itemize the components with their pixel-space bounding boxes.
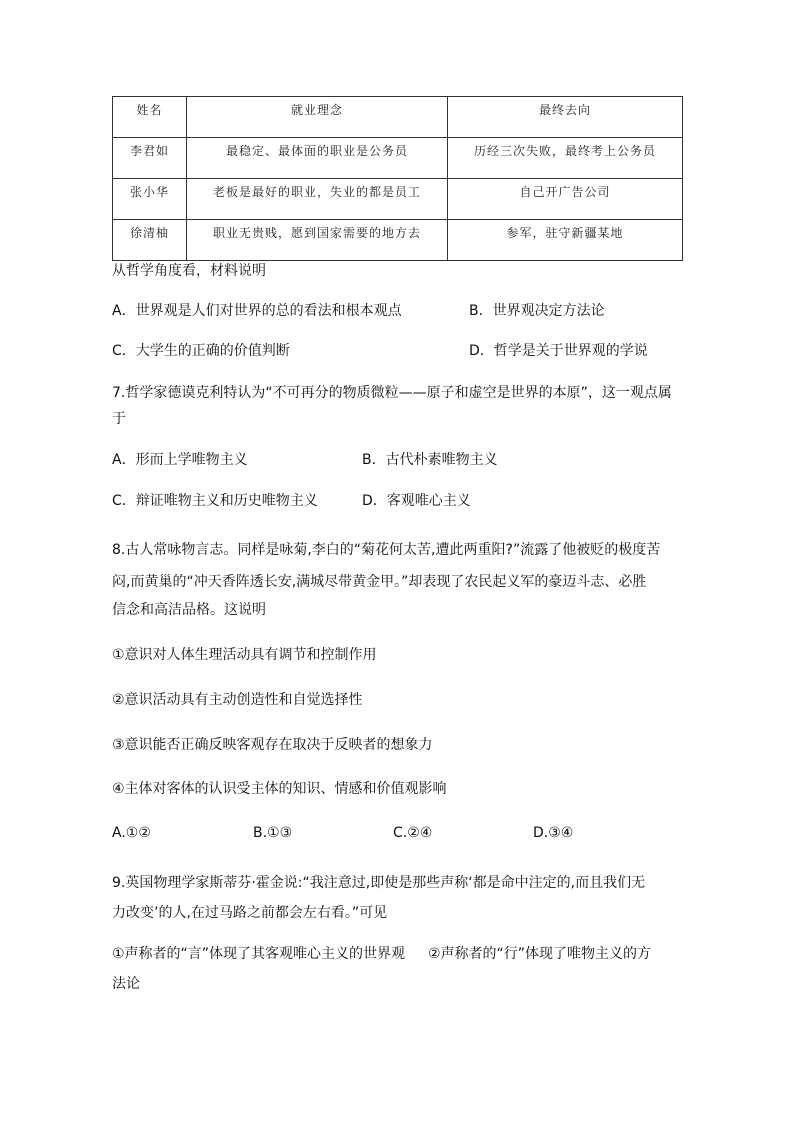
q8-statement-1: ①意识对人体生理活动具有调节和控制作用: [112, 647, 377, 663]
q8-statement-3: ③意识能否正确反映客观存在取决于反映者的想象力: [112, 737, 433, 753]
table-cell: 历经三次失败，最终考上公务员: [448, 138, 683, 179]
q7-option-c: C．辩证唯物主义和历史唯物主义: [112, 493, 318, 509]
q8-option-d: D.③④: [533, 825, 574, 841]
q9-statement-1: ①声称者的“言”体现了其客观唯心主义的世界观: [112, 946, 406, 962]
q8-stem-line2: 闷,而黄巢的“冲天香阵透长安,满城尽带黄金甲。”却表现了农民起义军的豪迈斗志、必胜: [112, 574, 647, 590]
q7-stem-line1: 7.哲学家德谟克利特认为“不可再分的物质微粒——原子和虚空是世界的本原”，这一观点属: [112, 385, 672, 401]
q6-option-d: D．哲学是关于世界观的学说: [469, 343, 648, 359]
q6-option-c: C．大学生的正确的价值判断: [112, 343, 290, 359]
table-cell: 张小华: [113, 179, 187, 220]
table-header-cell: 最终去向: [448, 97, 683, 138]
table-header-cell: 就业理念: [187, 97, 448, 138]
q7-option-d: D．客观唯心主义: [362, 493, 471, 509]
table-cell: 老板是最好的职业，失业的都是员工: [187, 179, 448, 220]
q6-option-a: A．世界观是人们对世界的总的看法和根本观点: [112, 303, 402, 319]
q8-stem-line1: 8.古人常咏物言志。同样是咏菊,李白的“菊花何太苦,遭此两重阳?”流露了他被贬的极度苦: [112, 542, 661, 558]
table-header-row: [113, 97, 683, 138]
table-cell: 李君如: [113, 138, 187, 179]
q9-statement-2-cont: 法论: [112, 976, 140, 992]
q7-option-a: A．形而上学唯物主义: [112, 452, 248, 468]
q9-stem-line2: 力改变’的人,在过马路之前都会左右看。”可见: [112, 905, 388, 921]
q7-option-b: B．古代朴素唯物主义: [362, 452, 498, 468]
table-header-cell: 姓名: [113, 97, 187, 138]
q9-stem-line1: 9.英国物理学家斯蒂芬·霍金说:“我注意过,即使是那些声称‘都是命中注定的,而且我们无: [112, 875, 646, 891]
q6-option-b: B．世界观决定方法论: [469, 303, 605, 319]
table-row: [113, 220, 683, 261]
q7-stem-line2: 于: [112, 411, 126, 427]
table-row: [113, 179, 683, 220]
table-cell: 徐清柚: [113, 220, 187, 261]
q8-stem-line3: 信念和高洁品格。这说明: [112, 602, 266, 618]
table-row: [113, 138, 683, 179]
career-table: [112, 96, 683, 261]
q8-statement-4: ④主体对客体的认识受主体的知识、情感和价值观影响: [112, 781, 447, 797]
q8-option-c: C.②④: [393, 825, 433, 841]
q9-statement-2: ②声称者的“行”体现了唯物主义的方: [428, 946, 652, 962]
q6-stem: 从哲学角度看，材料说明: [112, 263, 266, 279]
q8-statement-2: ②意识活动具有主动创造性和自觉选择性: [112, 692, 363, 708]
table-cell: 自己开广告公司: [448, 179, 683, 220]
q8-option-b: B.①③: [253, 825, 293, 841]
table-cell: 参军，驻守新疆某地: [448, 220, 683, 261]
table-cell: 职业无贵贱，愿到国家需要的地方去: [187, 220, 448, 261]
q8-option-a: A.①②: [112, 825, 151, 841]
table-cell: 最稳定、最体面的职业是公务员: [187, 138, 448, 179]
